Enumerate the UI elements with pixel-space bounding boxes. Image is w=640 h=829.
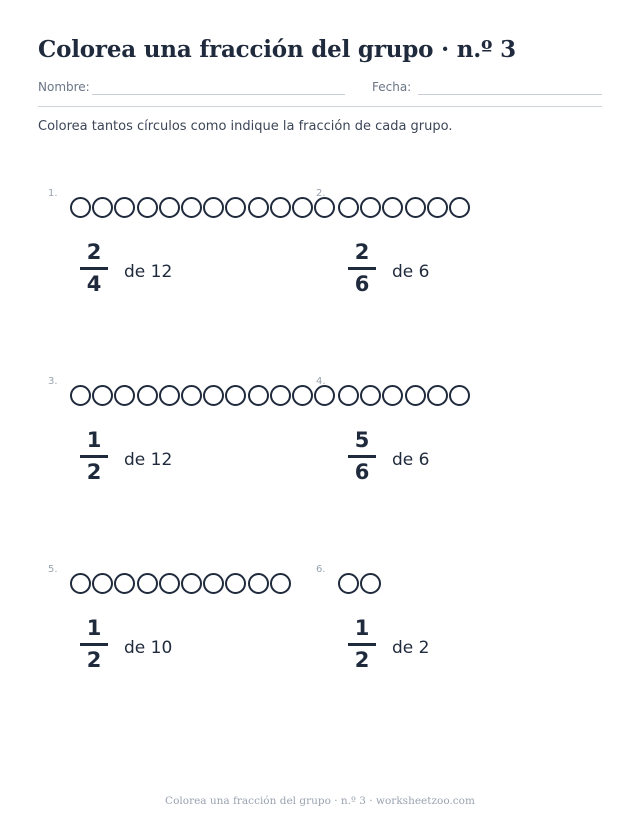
circle[interactable] bbox=[338, 197, 359, 218]
circle[interactable] bbox=[92, 573, 113, 594]
circle[interactable] bbox=[427, 197, 448, 218]
fraction-numerator: 1 bbox=[354, 616, 370, 640]
fraction-denominator: 6 bbox=[354, 459, 370, 484]
instructions: Colorea tantos círculos como indique la fracción de cada grupo. bbox=[38, 119, 453, 134]
fraction-numerator: 2 bbox=[354, 240, 370, 264]
circle[interactable] bbox=[137, 197, 158, 218]
circle[interactable] bbox=[70, 573, 91, 594]
circle[interactable] bbox=[405, 385, 426, 406]
circle[interactable] bbox=[159, 197, 180, 218]
fraction-numerator: 1 bbox=[86, 428, 102, 452]
date-field[interactable] bbox=[418, 94, 602, 95]
circle[interactable] bbox=[382, 197, 403, 218]
circle[interactable] bbox=[270, 573, 291, 594]
problem-6 bbox=[316, 564, 586, 694]
problem-number: 3. bbox=[48, 376, 58, 387]
circle[interactable] bbox=[70, 197, 91, 218]
circle[interactable] bbox=[338, 573, 359, 594]
circle[interactable] bbox=[338, 385, 359, 406]
circle[interactable] bbox=[292, 197, 313, 218]
circle[interactable] bbox=[360, 385, 381, 406]
problem-1 bbox=[48, 188, 318, 318]
circle[interactable] bbox=[225, 573, 246, 594]
group-size-text: de 6 bbox=[392, 450, 430, 470]
circle[interactable] bbox=[248, 197, 269, 218]
fraction bbox=[348, 616, 376, 672]
circle[interactable] bbox=[114, 573, 135, 594]
fraction-denominator: 4 bbox=[86, 271, 102, 296]
problem-4 bbox=[316, 376, 586, 506]
fraction-bar bbox=[80, 643, 108, 646]
name-label: Nombre: bbox=[38, 80, 90, 94]
circle[interactable] bbox=[137, 573, 158, 594]
circle[interactable] bbox=[137, 385, 158, 406]
circle[interactable] bbox=[292, 385, 313, 406]
circle-group bbox=[338, 197, 471, 218]
fraction-denominator: 2 bbox=[354, 647, 370, 672]
circle[interactable] bbox=[181, 385, 202, 406]
problem-number: 2. bbox=[316, 188, 326, 199]
circle[interactable] bbox=[114, 385, 135, 406]
circle-group bbox=[70, 573, 292, 594]
fraction-bar bbox=[348, 643, 376, 646]
fraction-denominator: 6 bbox=[354, 271, 370, 296]
circle[interactable] bbox=[203, 385, 224, 406]
header-divider bbox=[38, 106, 602, 107]
group-size-text: de 10 bbox=[124, 638, 173, 658]
circle[interactable] bbox=[248, 573, 269, 594]
fraction-numerator: 5 bbox=[354, 428, 370, 452]
circle[interactable] bbox=[225, 197, 246, 218]
fraction-bar bbox=[80, 267, 108, 270]
worksheet-title: Colorea una fracción del grupo · n.º 3 bbox=[38, 36, 516, 63]
circle[interactable] bbox=[92, 385, 113, 406]
circle[interactable] bbox=[159, 385, 180, 406]
circle[interactable] bbox=[270, 385, 291, 406]
fraction-denominator: 2 bbox=[86, 647, 102, 672]
name-field[interactable] bbox=[92, 94, 345, 95]
circle[interactable] bbox=[449, 385, 470, 406]
fraction bbox=[80, 428, 108, 484]
circle[interactable] bbox=[181, 573, 202, 594]
circle[interactable] bbox=[114, 197, 135, 218]
circle[interactable] bbox=[382, 385, 403, 406]
fraction-numerator: 2 bbox=[86, 240, 102, 264]
circle[interactable] bbox=[405, 197, 426, 218]
problem-5 bbox=[48, 564, 318, 694]
problem-number: 4. bbox=[316, 376, 326, 387]
circle[interactable] bbox=[159, 573, 180, 594]
problem-number: 1. bbox=[48, 188, 58, 199]
problem-3 bbox=[48, 376, 318, 506]
fraction-bar bbox=[348, 455, 376, 458]
circle[interactable] bbox=[248, 385, 269, 406]
fraction-bar bbox=[80, 455, 108, 458]
fraction bbox=[80, 240, 108, 296]
circle[interactable] bbox=[203, 573, 224, 594]
problem-number: 5. bbox=[48, 564, 58, 575]
circle[interactable] bbox=[70, 385, 91, 406]
problem-number: 6. bbox=[316, 564, 326, 575]
circle[interactable] bbox=[203, 197, 224, 218]
circle[interactable] bbox=[427, 385, 448, 406]
fraction-denominator: 2 bbox=[86, 459, 102, 484]
circle[interactable] bbox=[225, 385, 246, 406]
circle[interactable] bbox=[360, 197, 381, 218]
footer: Colorea una fracción del grupo · n.º 3 · worksheetzoo.com bbox=[165, 795, 475, 807]
fraction-numerator: 1 bbox=[86, 616, 102, 640]
circle[interactable] bbox=[181, 197, 202, 218]
group-size-text: de 2 bbox=[392, 638, 430, 658]
circle[interactable] bbox=[449, 197, 470, 218]
fraction-bar bbox=[348, 267, 376, 270]
circle[interactable] bbox=[92, 197, 113, 218]
fraction bbox=[348, 240, 376, 296]
circle-group bbox=[70, 385, 336, 406]
group-size-text: de 12 bbox=[124, 450, 173, 470]
group-size-text: de 12 bbox=[124, 262, 173, 282]
circle[interactable] bbox=[360, 573, 381, 594]
circle[interactable] bbox=[270, 197, 291, 218]
fraction bbox=[80, 616, 108, 672]
circle-group bbox=[338, 385, 471, 406]
date-label: Fecha: bbox=[372, 80, 412, 94]
problem-2 bbox=[316, 188, 586, 318]
circle-group bbox=[70, 197, 336, 218]
circle-group bbox=[338, 573, 382, 594]
group-size-text: de 6 bbox=[392, 262, 430, 282]
fraction bbox=[348, 428, 376, 484]
